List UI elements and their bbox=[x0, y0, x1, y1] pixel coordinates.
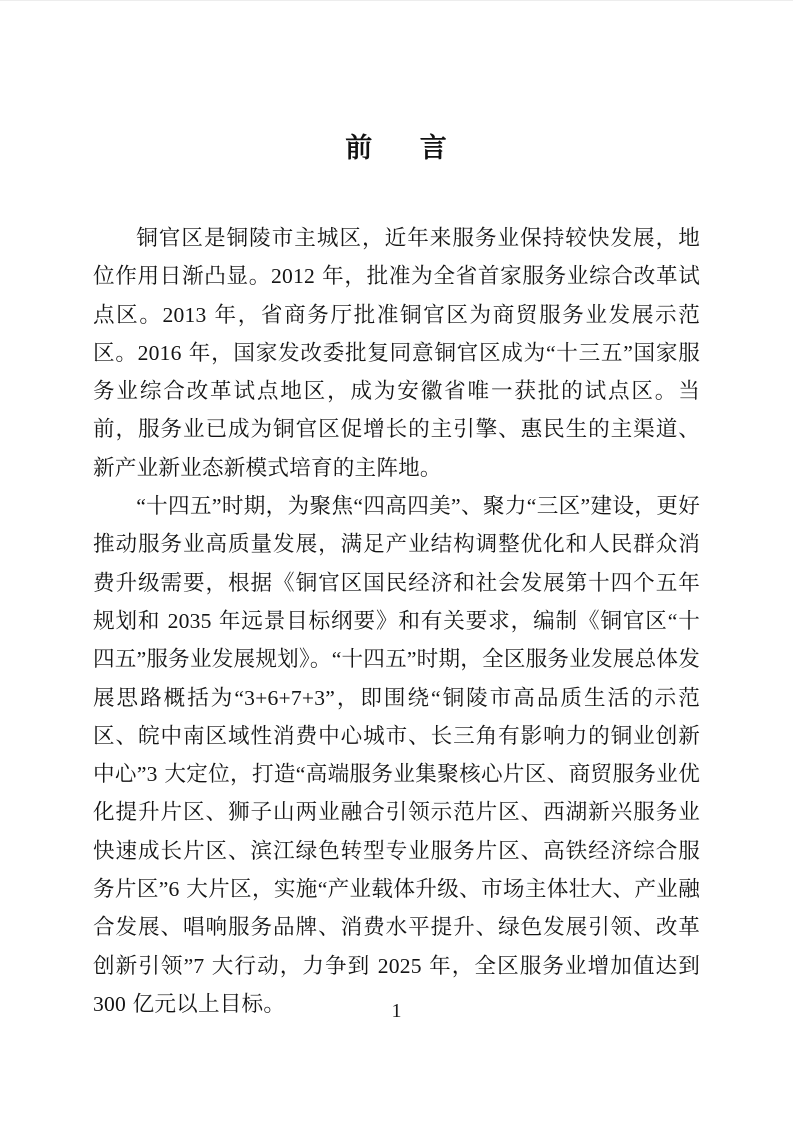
page-content bbox=[0, 1, 793, 1023]
body-text bbox=[93, 219, 700, 1023]
paragraph-1: 铜官区是铜陵市主城区，近年来服务业保持较快发展，地位作用日渐凸显。2012 年，批准为全省首家服务业综合改革试点区。2013 年，省商务厅批准铜官区为商贸服务业发展示范区。2016 年，国家发改委批复同意铜官区成为“十三五”国家服务业综合改革试点地区，成为安徽省唯一获批的试点区。当前，服务业已成为铜官区促增长的主引擎、惠民生的主渠道、新产业新业态新模式培育的主阵地。 bbox=[93, 226, 700, 480]
paragraph-2: “十四五”时期，为聚焦“四高四美”、聚力“三区”建设，更好推动服务业高质量发展，满足产业结构调整优化和人民群众消费升级需要，根据《铜官区国民经济和社会发展第十四个五年规划和 2035 年远景目标纲要》和有关要求，编制《铜官区“十四五”服务业发展规划》。“十四五”时期，全区服务业发展总体发展思路概括为“3+6+7+3”，即围绕“铜陵市高品质生活的示范区、皖中南区域性消费中心城市、长三角有影响力的铜业创新中心”3 大定位，打造“高端服务业集聚核心片区、商贸服务业优化提升片区、狮子山两业融合引领示范片区、西湖新兴服务业快速成长片区、滨江绿色转型专业服务片区、高铁经济综合服务片区”6 大片区，实施“产业载体升级、市场主体壮大、产业融合发展、唱响服务品牌、消费水平提升、绿色发展引领、改革创新引领”7 大行动，力争到 2025 年，全区服务业增加值达到 300 亿元以上目标。 bbox=[93, 494, 700, 1016]
page-number: 1 bbox=[391, 1000, 402, 1022]
page-title: 前 言 bbox=[345, 133, 448, 163]
